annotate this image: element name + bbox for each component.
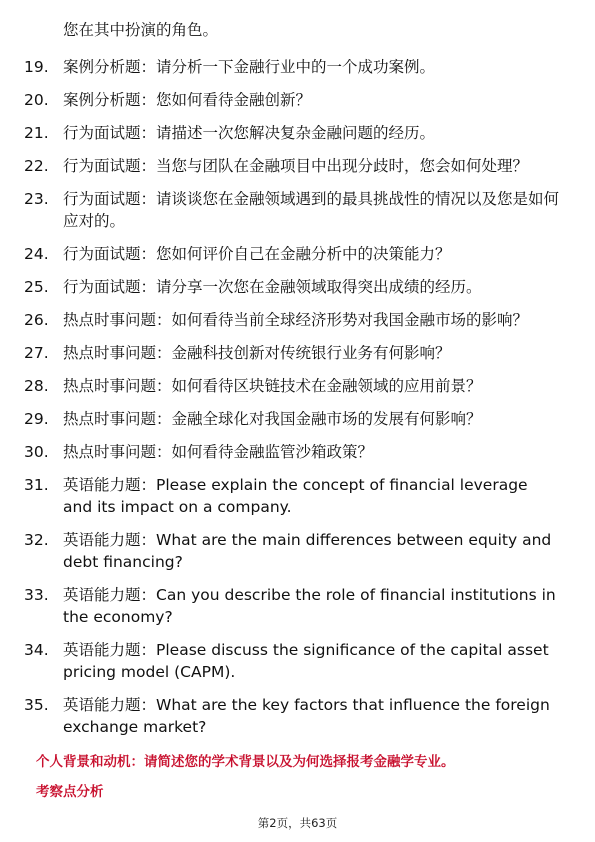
- continuation-text: 您在其中扮演的角色。: [63, 21, 219, 39]
- item-text: 行为面试题：当您与团队在金融项目中出现分歧时，您会如何处理？: [63, 157, 529, 175]
- item-text: 英语能力题：Can you describe the role of financial institutions in the economy?: [63, 586, 556, 626]
- item-text: 热点时事问题：如何看待当前全球经济形势对我国金融市场的影响？: [63, 311, 529, 329]
- item-text: 热点时事问题：如何看待金融监管沙箱政策？: [63, 443, 374, 461]
- item-number: 34.: [24, 641, 49, 659]
- item-number: 23.: [24, 190, 49, 208]
- section-heading: 考察点分析: [36, 784, 104, 800]
- list-item: [0, 584, 595, 628]
- item-number: 21.: [24, 124, 49, 142]
- item-number: 30.: [24, 443, 49, 461]
- item-text: 案例分析题：您如何看待金融创新？: [63, 91, 312, 109]
- item-number: 24.: [24, 245, 49, 263]
- list-item: [0, 89, 595, 111]
- list-item: [0, 694, 595, 738]
- question-list: [0, 56, 595, 749]
- item-text: 行为面试题：请描述一次您解决复杂金融问题的经历。: [63, 124, 436, 142]
- item-text: 行为面试题：您如何评价自己在金融分析中的决策能力？: [63, 245, 451, 263]
- list-item: [0, 309, 595, 331]
- list-item: [0, 441, 595, 463]
- highlight-question: 个人背景和动机：请简述您的学术背景以及为何选择报考金融学专业。: [36, 754, 455, 770]
- item-text: 热点时事问题：金融全球化对我国金融市场的发展有何影响？: [63, 410, 482, 428]
- list-item: [0, 342, 595, 364]
- item-number: 20.: [24, 91, 49, 109]
- list-item: [0, 375, 595, 397]
- item-text: 行为面试题：请分享一次您在金融领域取得突出成绩的经历。: [63, 278, 482, 296]
- item-number: 35.: [24, 696, 49, 714]
- item-text: 英语能力题：What are the key factors that influence the foreign exchange market?: [63, 696, 550, 736]
- list-item: [0, 155, 595, 177]
- item-number: 33.: [24, 586, 49, 604]
- list-item: [0, 188, 595, 232]
- item-number: 26.: [24, 311, 49, 329]
- list-item: [0, 56, 595, 78]
- item-number: 32.: [24, 531, 49, 549]
- item-number: 22.: [24, 157, 49, 175]
- item-text: 热点时事问题：金融科技创新对传统银行业务有何影响？: [63, 344, 451, 362]
- list-item: [0, 122, 595, 144]
- item-text: 英语能力题：Please explain the concept of financial leverage and its impact on a company.: [63, 476, 528, 516]
- list-item: [0, 243, 595, 265]
- item-number: 28.: [24, 377, 49, 395]
- item-text: 行为面试题：请谈谈您在金融领域遇到的最具挑战性的情况以及您是如何应对的。: [63, 190, 560, 230]
- item-number: 25.: [24, 278, 49, 296]
- list-item: [0, 529, 595, 573]
- page-number: 第2页，共63页: [257, 816, 338, 830]
- item-text: 英语能力题：Please discuss the significance of the capital asset pricing model (CAPM).: [63, 641, 549, 681]
- item-number: 29.: [24, 410, 49, 428]
- item-text: 英语能力题：What are the main differences between equity and debt financing?: [63, 531, 552, 571]
- list-item: [0, 639, 595, 683]
- item-number: 19.: [24, 58, 49, 76]
- list-item: [0, 276, 595, 298]
- item-text: 案例分析题：请分析一下金融行业中的一个成功案例。: [63, 58, 436, 76]
- list-item: [0, 408, 595, 430]
- list-item: [0, 474, 595, 518]
- item-number: 31.: [24, 476, 49, 494]
- item-text: 热点时事问题：如何看待区块链技术在金融领域的应用前景？: [63, 377, 482, 395]
- item-number: 27.: [24, 344, 49, 362]
